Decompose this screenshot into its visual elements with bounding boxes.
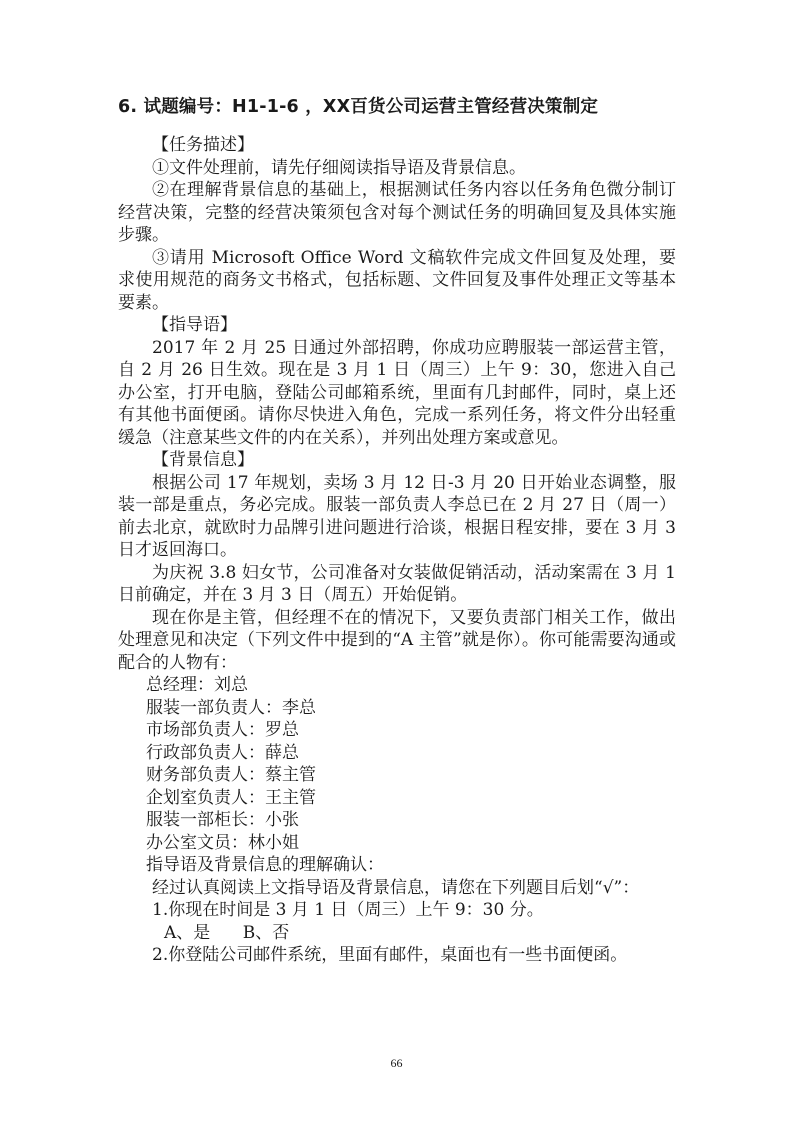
person-marketing-head: 市场部负责人：罗总: [146, 720, 299, 740]
person-admin-head: 行政部负责人：薛总: [146, 742, 299, 763]
guide-heading: 【指导语】: [152, 315, 237, 335]
confirm-heading: 指导语及背景信息的理解确认：: [146, 855, 384, 875]
person-planning-head: 企划室负责人：王主管: [146, 787, 316, 808]
page-title: 6. 试题编号：H1-1-6 ，XX百货公司运营主管经营决策制定: [118, 97, 599, 117]
question-2: 2.你登陆公司邮件系统，里面有邮件，桌面也有一些书面便函。: [152, 945, 628, 965]
question-1: 1.你现在时间是 3 月 1 日（周三）上午 9：30 分。: [152, 900, 544, 920]
task-item-3: ③请用 Microsoft Office Word 文稿软件完成文件回复及处理，要求使用规范的商务文书格式，包括标题、文件回复及事件处理正文等基本要素。: [118, 247, 676, 313]
person-office-clerk: 办公室文员：林小姐: [146, 832, 299, 853]
background-paragraph-1: 根据公司 17 年规划，卖场 3 月 12 日-3 月 20 日开始业态调整，服装一部是重点，务必完成。服装一部负责人李总已在 2 月 27 日（周一）前去北京，就欧时力品牌引进问题进行洽谈，根据日程安排，要在 3 月 3 日才返回海口。: [118, 472, 676, 560]
question-1-options: A、是 B、否: [164, 922, 290, 943]
task-item-2: ②在理解背景信息的基础上，根据测试任务内容以任务角色微分制订经营决策，完整的经营决策须包含对每个测试任务的明确回复及具体实施步骤。: [118, 180, 676, 245]
background-heading: 【背景信息】: [152, 450, 254, 470]
background-paragraph-2: 为庆祝 3.8 妇女节，公司准备对女装做促销活动，活动案需在 3 月 1 日前确定，并在 3 月 3 日（周五）开始促销。: [118, 562, 676, 605]
task-description-heading: 【任务描述】: [152, 135, 254, 155]
background-paragraph-3: 现在你是主管，但经理不在的情况下，又要负责部门相关工作，做出处理意见和决定（下列文件中提到的“A 主管”就是你）。你可能需要沟通或配合的人物有：: [118, 607, 676, 673]
task-item-1: ①文件处理前，请先仔细阅读指导语及背景信息。: [152, 157, 526, 178]
person-general-manager: 总经理：刘总: [146, 675, 248, 695]
confirm-intro: 经过认真阅读上文指导语及背景信息，请您在下列题目后划“√”：: [152, 877, 640, 898]
document-body: [118, 134, 676, 967]
person-counter-leader: 服装一部柜长：小张: [146, 810, 299, 830]
page-number: 66: [390, 1056, 403, 1070]
person-finance-head: 财务部负责人：蔡主管: [146, 765, 316, 785]
guide-paragraph: 2017 年 2 月 25 日通过外部招聘，你成功应聘服装一部运营主管，自 2 月 26 日生效。现在是 3 月 1 日（周三）上午 9：30，您进入自己办公室，打开电脑，登陆公司邮箱系统，里面有几封邮件，同时，桌上还有其他书面便函。请你尽快进入角色，完成一系列任务，将文件分出轻重缓急（注意某些文件的内在关系），并列出处理方案或意见。: [118, 337, 676, 448]
person-apparel-head: 服装一部负责人：李总: [146, 697, 316, 718]
